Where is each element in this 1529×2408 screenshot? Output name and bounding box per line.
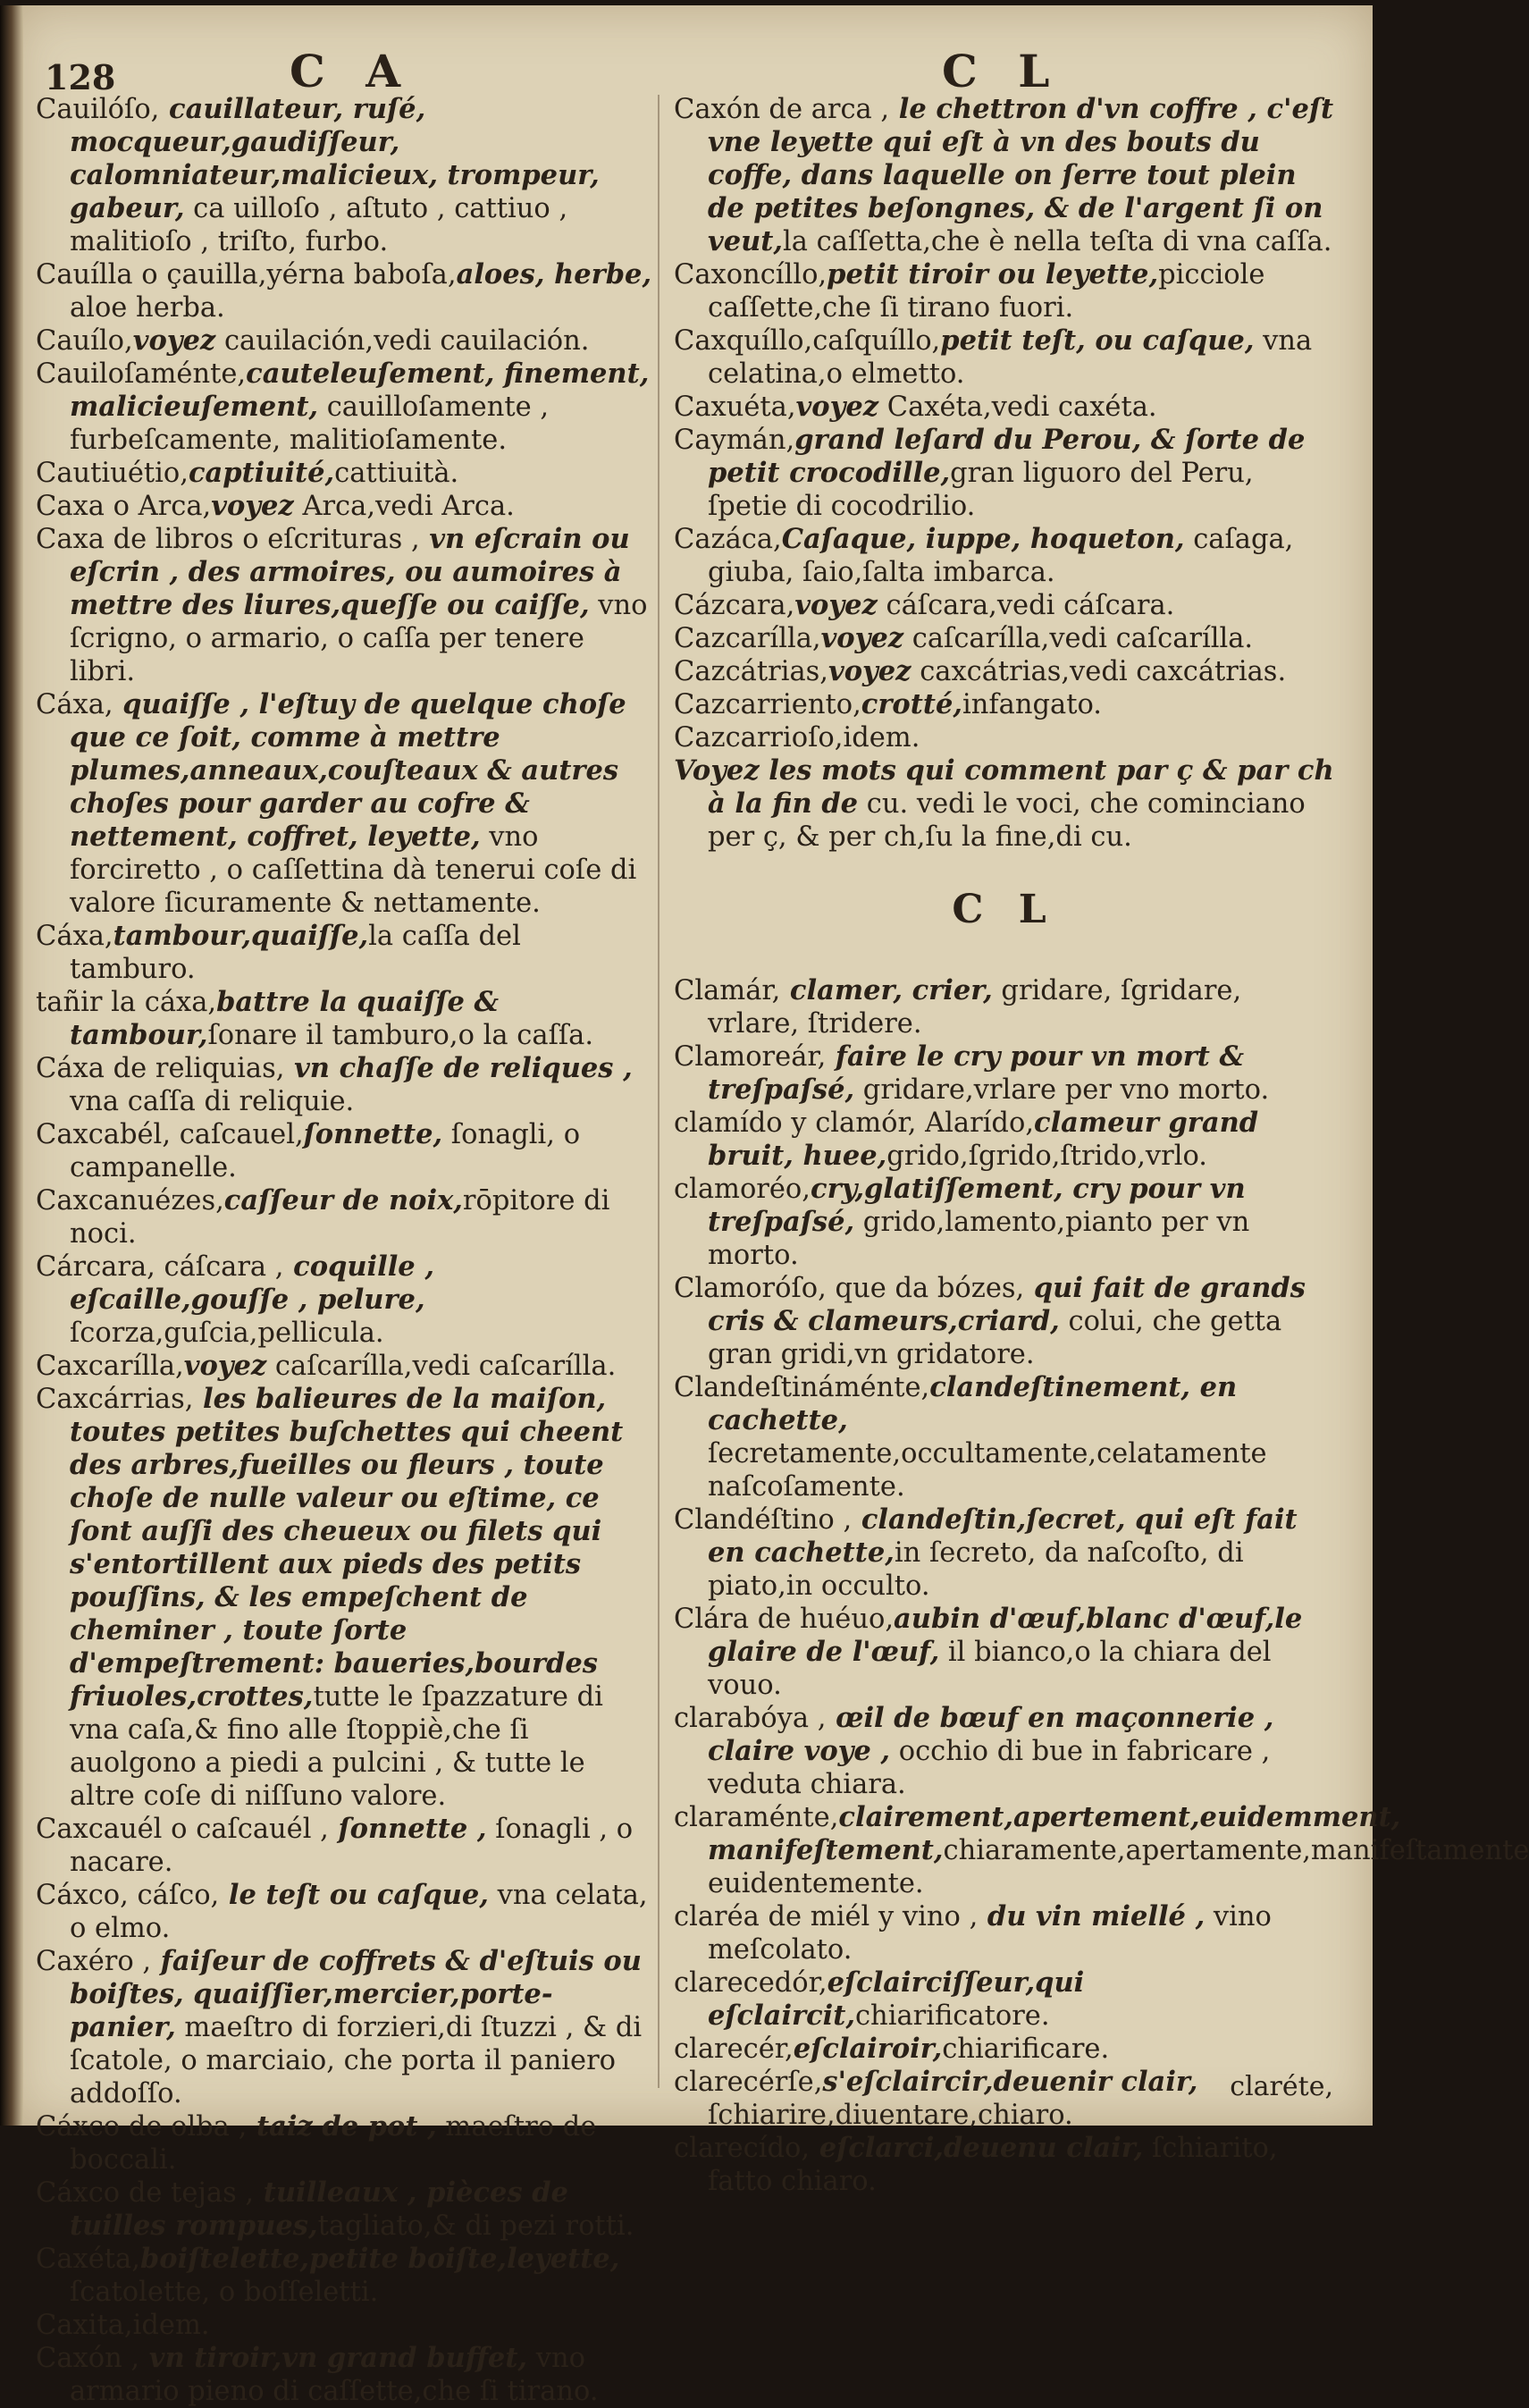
entry-headword: Caxquíllo,caſquíllo, [674, 325, 941, 357]
entry-italian: ſcorza,guſcia,pellicula. [70, 1318, 384, 1349]
right-column-bottom [674, 974, 1529, 2198]
right-column [674, 93, 1529, 2198]
entry-headword: Cauílla o çauilla,yérna baboſa, [36, 259, 457, 290]
entry-headword: Cazáca, [674, 524, 782, 555]
entry-italian: Arca,vedi Arca. [293, 491, 515, 522]
entry-italian: occhio di bue in fabricare , veduta chiara. [708, 1736, 1271, 1800]
entry-italian: vino meſcolato. [708, 1901, 1272, 1966]
dictionary-entry [36, 1879, 652, 1945]
entry-french: eſclairciſſeur,qui eſclaircit, [708, 1966, 1085, 2032]
entry-italian: vna caſſa di reliquie. [70, 1086, 355, 1117]
dictionary-entry [674, 655, 1335, 688]
running-head-left: C A [290, 45, 413, 97]
dictionary-entry [674, 1107, 1335, 1173]
entry-french: cry,glatiſſement, cry pour vn treſpaſsé, [708, 1173, 1246, 1238]
entry-headword: Cazcátrias, [674, 656, 828, 687]
entry-headword: Caxuéta, [674, 392, 796, 423]
entry-italian: il bianco,o la chiara del vouo. [708, 1637, 1272, 1701]
entry-italian: vno armario pieno di caſſette,che ſi tirano. [70, 2343, 599, 2407]
entry-headword: clarecedór, [674, 1967, 828, 1999]
entry-headword: Caxéro , [36, 1946, 152, 1977]
entry-headword: Caxcabél, caſcauel, [36, 1119, 304, 1150]
entry-french: grand leſard du Perou, & ſorte de petit crocodille, [708, 424, 1306, 489]
entry-headword: Cárcara, cáſcara , [36, 1251, 284, 1283]
dictionary-entry [36, 1813, 652, 1879]
entry-french: taiz de pot , [247, 2110, 437, 2143]
entry-italian: cauilloſamente , furbeſcamente, malitioſamente. [70, 392, 550, 456]
entry-italian: vna celatina,o elmetto. [708, 325, 1313, 390]
entry-headword: Cáxa, [36, 921, 113, 952]
dictionary-entry [36, 2342, 652, 2408]
entry-french: voyez [794, 589, 878, 621]
column-divider [658, 95, 659, 2088]
entry-french: faire le cry pour vn mort & treſpaſsé, [708, 1040, 1245, 1106]
entry-italian: cauilación,vedi cauilación. [215, 325, 590, 357]
entry-headword: claréa de miél y vino , [674, 1901, 979, 1932]
dictionary-entry [674, 754, 1335, 854]
entry-headword: Cauílo, [36, 325, 133, 357]
entry-italian: ca uilloſo , aſtuto , cattiuo , malitioſo , triſto, furbo. [70, 193, 568, 257]
dictionary-entry [674, 258, 1335, 324]
dictionary-entry [36, 457, 652, 490]
entry-headword: clamído y clamór, Alarído, [674, 1107, 1035, 1139]
entry-italian: ſchiarito, fatto chiaro. [708, 2133, 1278, 2197]
entry-italian: in ſecreto, da naſcoſto, di piato,in occulto. [708, 1537, 1244, 1602]
entry-french: caſſeur de noix, [223, 1184, 463, 1217]
dictionary-entry [36, 358, 652, 457]
dictionary-entry [674, 688, 1335, 721]
entry-headword: claraménte, [674, 1802, 839, 1833]
entry-headword: Cauiloſaménte, [36, 358, 247, 390]
entry-headword: Cazcarriento, [674, 689, 861, 720]
entry-italian: cáſcara,vedi cáſcara. [877, 590, 1175, 621]
entry-italian: maeſtro de boccali. [70, 2111, 597, 2176]
entry-italian: gridare,vrlare per vno morto. [854, 1074, 1270, 1106]
dictionary-entry [36, 1350, 652, 1383]
dictionary-entry [674, 2033, 1335, 2066]
entry-headword: Cáxco de olba , [36, 2111, 248, 2143]
dictionary-entry [36, 2176, 652, 2243]
entry-headword: Cautiuétio, [36, 458, 189, 489]
dictionary-entry [36, 2309, 652, 2342]
entry-italian: vno forciretto , o caſſettina dà tenerui coſe di valore ſicuramente & nettamente. [70, 821, 637, 919]
entry-french: coquille , eſcaille,gouſſe , pelure, [70, 1250, 434, 1316]
entry-italian: ſecretamente,occultamente,celatamente naſcoſamente. [708, 1438, 1267, 1503]
left-column [36, 93, 652, 2408]
entry-headword: Clamoróſo, que da bózes, [674, 1273, 1025, 1304]
entry-french: quaiſſe , l'eſtuy de quelque choſe que ce ſoit, comme à mettre plumes,anneaux,couſteaux & autres choſes pour garder au cofre & nettement, coffret, leyette, [70, 688, 626, 853]
entry-headword: Clamár, [674, 975, 781, 1006]
dictionary-entry [674, 974, 1335, 1040]
dictionary-entry [674, 391, 1335, 424]
dictionary-entry [674, 324, 1335, 391]
entry-french: le teſt ou caſque, [219, 1879, 489, 1911]
entry-italian: chiaramente,apertamente,manifeſtamente euidentemente. [708, 1835, 1529, 1899]
entry-french: cauillateur, ruſé, mocqueur,gaudiſſeur, calomniateur,malicieux, trompeur, gabeur, [70, 93, 600, 224]
entry-french: vn chaſſe de reliques , [284, 1052, 633, 1084]
dictionary-entry [674, 1272, 1335, 1371]
dictionary-entry [674, 1702, 1335, 1801]
entry-italian: la caſſetta,che è nella teſta di vna caſſa. [783, 226, 1332, 257]
entry-italian: cattiuità. [334, 458, 459, 489]
entry-italian: caxcátrias,vedi caxcátrias. [911, 656, 1287, 687]
entry-italian: ſonagli, o campanelle. [70, 1119, 581, 1183]
entry-italian: rōpitore di noci. [70, 1185, 610, 1250]
entry-italian: cu. vedi le voci, che cominciano per ç, & per ch,ſu la fine,di cu. [708, 788, 1306, 853]
entry-french: vn tiroir,vn grand buffet, [139, 2342, 528, 2374]
entry-french: cauteleuſement, finement, malicieuſement, [70, 358, 650, 423]
entry-headword: Caxón de arca , [674, 94, 890, 125]
entry-headword: Clandéſtino , [674, 1504, 853, 1536]
entry-french: voyez [132, 324, 216, 357]
entry-italian: picciole caſſette,che ſi tirano fuori. [708, 259, 1265, 324]
entry-french: tambour,quaiſſe, [113, 920, 369, 952]
entry-french: ſonnette , [328, 1813, 487, 1845]
entry-headword: clamoréo, [674, 1174, 811, 1205]
entry-french: ſonnette, [303, 1118, 443, 1150]
entry-french: clamer, crier, [780, 974, 993, 1006]
entry-french: voyez [820, 622, 904, 654]
entry-french: petit teſt, ou caſque, [940, 324, 1255, 357]
entry-italian: colui, che getta gran gridi,vn gridatore. [708, 1306, 1282, 1370]
entry-headword: Clára de huéuo, [674, 1604, 895, 1635]
entry-headword: Cauilóſo, [36, 94, 160, 125]
entry-headword: Caxcauél o caſcauél , [36, 1814, 329, 1845]
right-column-top [674, 93, 1335, 854]
dictionary-entry [674, 1900, 1335, 1966]
entry-headword: Cáxco, cáſco, [36, 1880, 220, 1911]
entry-french: les balieures de la maiſon, toutes petites buſchettes qui cheent des arbres,fueilles ou fleurs , toute choſe de nulle valeur ou eſtime, ce ſont auſſi des cheueux ou filets qui s'entortillent aux pieds des petits pouſſins, & les empeſchent de cheminer , toute ſorte d'empeſtrement: baueries,bourdes friuoles,crottes, [70, 1383, 624, 1713]
entry-headword: clarecérſe, [674, 2067, 823, 2098]
entry-headword: Caxita,idem. [36, 2310, 210, 2341]
entry-french: Voyez les mots qui comment par ç & par ch à la fin de [674, 754, 1334, 820]
entry-italian: Caxéta,vedi caxéta. [878, 392, 1157, 423]
entry-french: tuilleaux , pièces de tuilles rompues, [70, 2176, 568, 2242]
entry-headword: Caxéta, [36, 2244, 140, 2275]
entry-french: crotté, [861, 688, 962, 720]
entry-italian: tagliato,& di pezi rotti. [317, 2210, 634, 2242]
entry-italian: caſaga, giuba, ſaio,ſalta imbarca. [708, 524, 1294, 588]
entry-french: eſclairoir, [793, 2033, 943, 2065]
entry-french: le chettron d'vn coffre , c'eſt vne leyette qui eſt à vn des bouts du coffe, dans laquelle on ſerre tout plein de petites beſongnes, & de l'argent ſi on veut, [708, 93, 1334, 257]
section-heading: C L [952, 887, 1057, 932]
dictionary-entry [36, 920, 652, 986]
entry-french: petit tiroir ou leyette, [827, 258, 1159, 290]
entry-headword: tañir la cáxa, [36, 987, 217, 1018]
entry-italian: gran liguoro del Peru, ſpetie di cocodrilio. [708, 458, 1254, 522]
page-gutter [0, 5, 23, 2126]
entry-italian: chiarificare. [942, 2033, 1110, 2065]
entry-french: eſclarci,deuenu clair, [810, 2132, 1144, 2164]
dictionary-entry [674, 1371, 1335, 1503]
dictionary-entry [674, 1966, 1335, 2033]
entry-italian: maeſtro di forzieri,di ſtuzzi , & di ſcatole, o marciaio, che porta il paniero addoſſo. [70, 2012, 643, 2109]
dictionary-entry [36, 688, 652, 920]
dictionary-entry [36, 2243, 652, 2309]
dictionary-entry [36, 1945, 652, 2110]
dictionary-entry [674, 622, 1335, 655]
dictionary-entry [674, 2132, 1335, 2198]
entry-headword: Caxoncíllo, [674, 259, 828, 290]
dictionary-entry [36, 324, 652, 358]
entry-french: s'eſclaircir,deuenir clair, [822, 2066, 1198, 2098]
dictionary-entry [36, 93, 652, 258]
entry-french: œil de bœuf en maçonnerie , claire voye , [708, 1702, 1274, 1767]
dictionary-page [13, 5, 1529, 2407]
dictionary-entry [674, 93, 1335, 258]
entry-headword: Caxón , [36, 2343, 140, 2374]
entry-headword: Caxcarílla, [36, 1351, 184, 1382]
dictionary-entry [36, 986, 652, 1052]
dictionary-entry [674, 1503, 1335, 1603]
dictionary-entry [36, 1383, 652, 1813]
running-head-right: C L [942, 45, 1063, 97]
entry-french: clandeſtin,ſecret, qui eſt fait en cachette, [708, 1503, 1298, 1569]
dictionary-entry [674, 1173, 1335, 1272]
entry-headword: Cáxa de reliquias, [36, 1053, 285, 1084]
entry-italian: la caſſa del tamburo. [70, 921, 521, 985]
entry-italian: chiarificatore. [854, 2000, 1050, 2032]
entry-italian: tutte le ſpazzature di vna caſa,& fino alle ſtoppiè,che ſi auolgono a piedi a pulcini , & tutte le altre coſe di niſſuno valore. [70, 1681, 603, 1812]
entry-italian: aloe herba. [70, 292, 225, 324]
entry-headword: Cáxa, [36, 689, 113, 720]
entry-headword: Clamoreár, [674, 1041, 827, 1073]
dictionary-entry [36, 2110, 652, 2176]
entry-italian: gridare, ſgridare, vrlare, ſtridere. [708, 975, 1242, 1040]
entry-italian: infangato. [962, 689, 1102, 720]
entry-italian: vna celata, o elmo. [70, 1880, 648, 1944]
dictionary-entry [674, 1801, 1529, 1900]
dictionary-entry [674, 1603, 1335, 1702]
entry-headword: Cáxco de tejas , [36, 2177, 255, 2209]
dictionary-entry [36, 1184, 652, 1250]
entry-italian: ſchiarire,diuentare,chiaro. [708, 2100, 1073, 2131]
entry-french: faiſeur de coffrets & d'eſtuis ou boiſtes, quaiſſier,mercier,porte-panier, [70, 1945, 642, 2043]
dictionary-entry [36, 490, 652, 523]
entry-italian: ſonagli , o nacare. [70, 1814, 634, 1878]
entry-french: aloes, herbe, [456, 258, 652, 290]
entry-french: voyez [795, 391, 879, 423]
entry-french: Caſaque, iuppe, hoqueton, [781, 523, 1185, 555]
entry-headword: clarecído, [674, 2133, 811, 2164]
entry-french: aubin d'œuf,blanc d'œuf,le glaire de l'œuf, [708, 1603, 1303, 1668]
dictionary-entry [36, 1052, 652, 1118]
entry-headword: Clandeſtináménte, [674, 1372, 930, 1403]
entry-italian: caſcarílla,vedi caſcarílla. [903, 623, 1254, 654]
entry-french: clameur grand bruit, huee, [708, 1107, 1259, 1172]
entry-french: voyez [183, 1350, 267, 1382]
entry-italian: grido,lamento,pianto per vn morto. [708, 1207, 1250, 1271]
entry-italian: grido,ſgrido,ſtrido,vrlo. [886, 1141, 1207, 1172]
page-number: 128 [45, 57, 116, 97]
entry-headword: clarecér, [674, 2033, 794, 2065]
entry-headword: Cázcara, [674, 590, 795, 621]
dictionary-entry [674, 1040, 1335, 1107]
dictionary-entry [36, 523, 652, 688]
entry-headword: Caxcárrias, [36, 1384, 194, 1415]
entry-headword: Caxa de libros o eſcrituras , [36, 524, 420, 555]
entry-headword: Caxa o Arca, [36, 491, 212, 522]
dictionary-entry [674, 523, 1335, 589]
entry-french: voyez [211, 490, 294, 522]
dictionary-entry [674, 721, 1335, 754]
entry-italian: ſonare il tamburo,o la caſſa. [207, 1020, 594, 1051]
entry-french: voyez [828, 655, 912, 687]
dictionary-entry [36, 1250, 652, 1350]
entry-italian: caſcarílla,vedi caſcarílla. [266, 1351, 617, 1382]
entry-french: du vin miellé , [978, 1900, 1206, 1932]
entry-french: captiuité, [188, 457, 335, 489]
dictionary-entry [674, 589, 1335, 622]
catchword: claréte, [1230, 2071, 1333, 2102]
entry-french: vn eſcrain ou eſcrin , des armoires, ou aumoires à mettre des liures,queſſe ou caiſſe, [70, 523, 630, 621]
entry-headword: Caymán, [674, 425, 795, 456]
entry-headword: Cazcarílla, [674, 623, 821, 654]
entry-french: qui fait de grands cris & clameurs,criard, [708, 1272, 1306, 1337]
entry-french: battre la quaiſſe & tambour, [70, 986, 500, 1051]
dictionary-entry [36, 258, 652, 324]
dictionary-entry [674, 424, 1335, 523]
entry-italian: ſcatolette, o boſſeletti. [70, 2277, 379, 2308]
dictionary-entry [36, 1118, 652, 1184]
entry-headword: Caxcanuézes, [36, 1185, 224, 1217]
entry-italian: vno ſcrigno, o armario, o caſſa per tenere libri. [70, 590, 648, 687]
entry-french: boiſtelette,petite boiſte,leyette, [139, 2243, 620, 2275]
entry-french: clandeſtinement, en cachette, [708, 1371, 1238, 1436]
entry-french: clairement,apertement,euidemment, manifeſtement, [708, 1801, 1401, 1866]
entry-headword: clarabóya , [674, 1703, 827, 1734]
entry-headword: Cazcarrioſo,idem. [674, 722, 920, 754]
